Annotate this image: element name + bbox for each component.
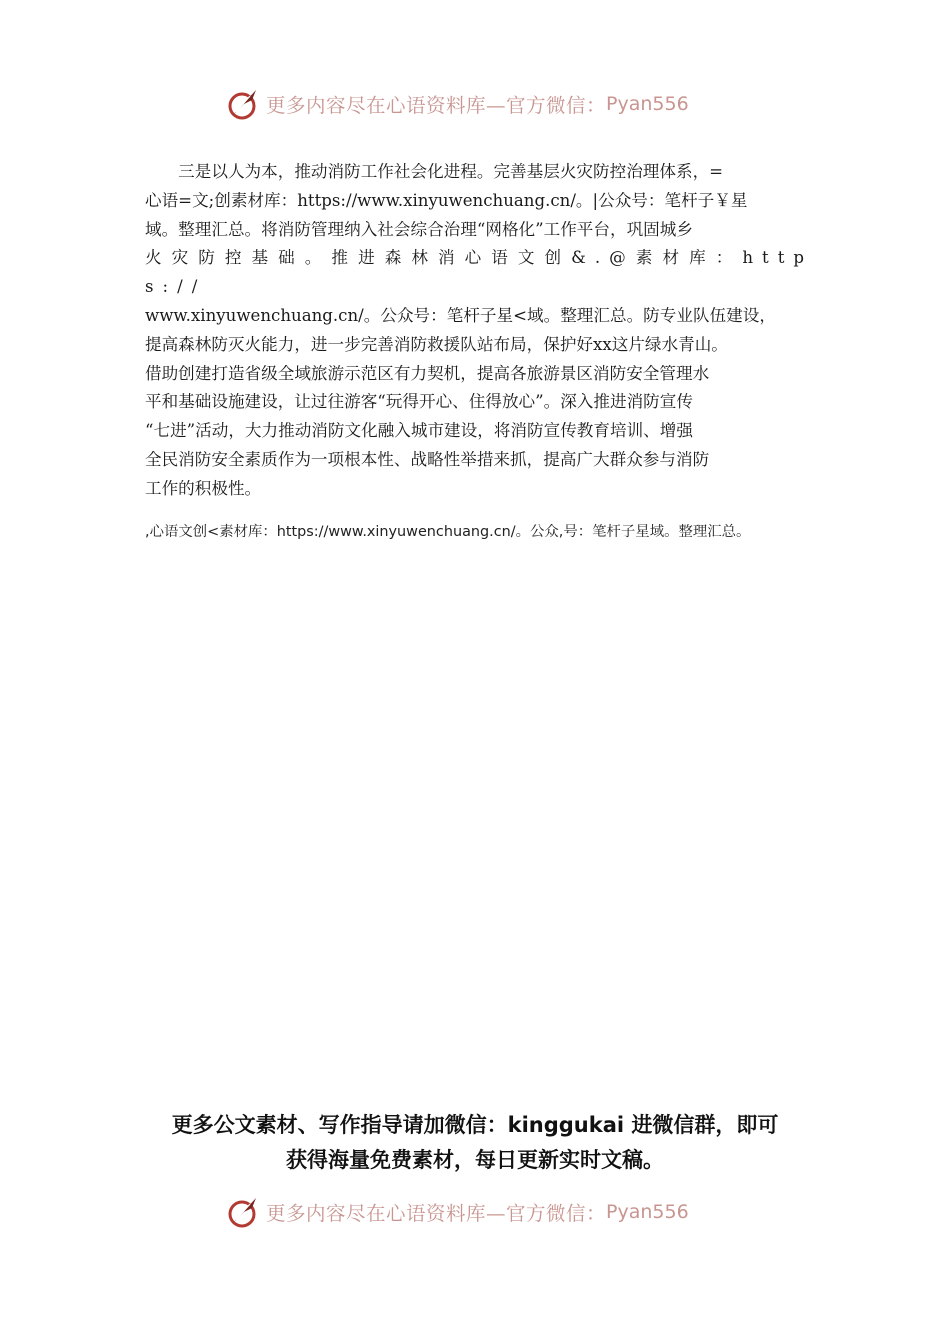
body-line: 工作的积极性。 (145, 478, 262, 498)
body-line: 心语=文;创素材库：https://www.xinyuwenchuang.cn/。|公众号：笔杆子￥星 (145, 190, 748, 210)
source-note: ,心语文创<素材库：https://www.xinyuwenchuang.cn/。公众,号：笔杆子星域。整理汇总。 (145, 524, 751, 540)
body-line: 借助创建打造省级全域旅游示范区有力契机，提高各旅游景区消防安全管理水 (145, 363, 710, 383)
banner-text: 更多内容尽在心语资料库—官方微信： (266, 94, 607, 117)
body-line: 平和基础设施建设，让过往游客“玩得开心、住得放心”。深入推进消防宣传 (145, 392, 693, 412)
body-line: “七进”活动，大力推动消防文化融入城市建设，将消防宣传教育培训、增强 (145, 421, 693, 441)
body-line: 全民消防安全素质作为一项根本性、战略性举措来抓，提高广大群众参与消防 (145, 449, 710, 469)
body-line: 三是以人为本，推动消防工作社会化进程。完善基层火灾防控治理体系，= (145, 162, 724, 181)
body-line: www.xinyuwenchuang.cn/。公众号：笔杆子星<域。整理汇总。防专业队伍建设， (145, 305, 776, 325)
quill-logo-icon (226, 1194, 262, 1230)
promo-line-1: 更多公文素材、写作指导请加微信：kinggukai 进微信群，即可 (171, 1113, 779, 1137)
body-paragraph (145, 158, 813, 504)
banner-text: 更多内容尽在心语资料库—官方微信： (266, 1202, 607, 1225)
promo-line-2: 获得海量免费素材，每日更新实时文稿。 (286, 1148, 664, 1172)
body-line: 域。整理汇总。将消防管理纳入社会综合治理“网格化”工作平台，巩固城乡 (145, 219, 693, 239)
body-line: 火灾防控基础。推进森林消心语文创&.@素材库：https:// (145, 248, 813, 297)
promo-block (100, 1108, 850, 1178)
header-banner (226, 84, 689, 124)
quill-logo-icon (226, 86, 262, 122)
body-line: 提高森林防灭火能力，进一步完善消防救援队站布局，保护好xx这片绿水青山。 (145, 334, 728, 354)
footer-banner (226, 1192, 689, 1232)
banner-wechat-id: Pyan556 (606, 1201, 689, 1223)
banner-wechat-id: Pyan556 (606, 93, 689, 115)
